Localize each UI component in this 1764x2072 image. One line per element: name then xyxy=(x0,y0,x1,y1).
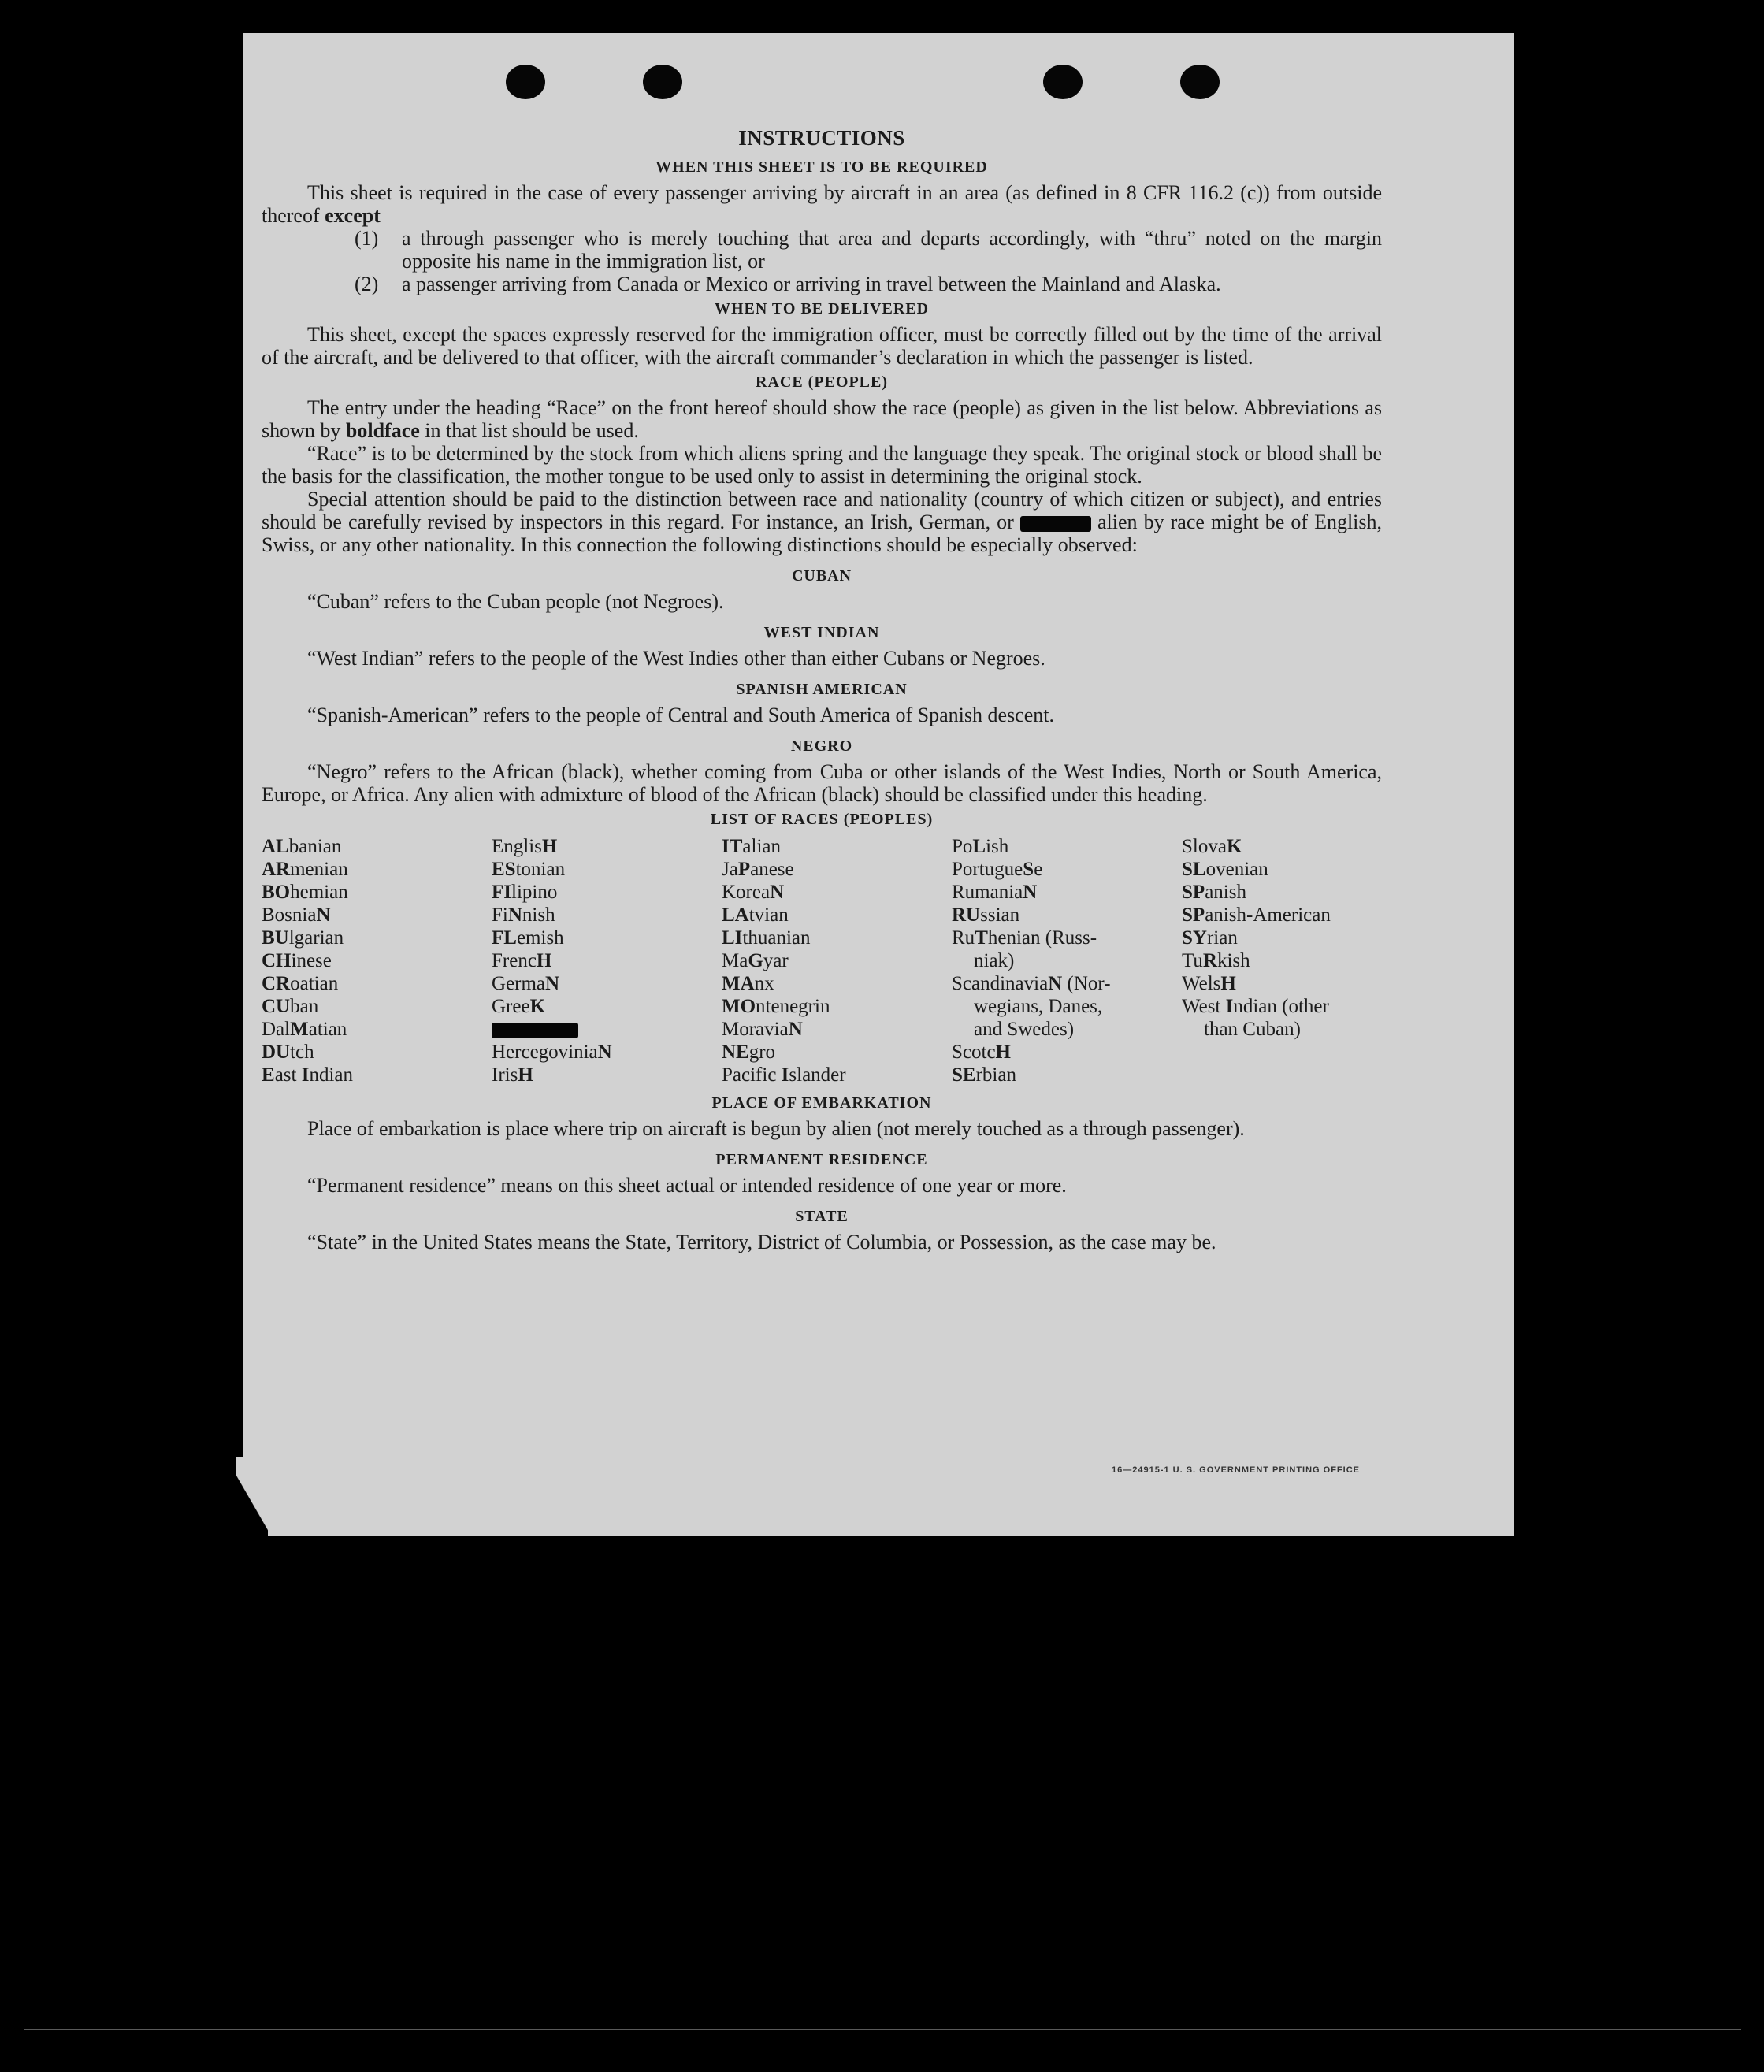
race-entry: JaPanese xyxy=(722,859,794,880)
race-paragraph-1: The entry under the heading “Race” on the front hereof should show the race (people) as given in the list below. Abbreviations as shown by boldface in that list should be used. xyxy=(262,396,1382,442)
race-entry: MaGyar xyxy=(722,950,789,971)
race-entry: EnglisH xyxy=(492,836,558,857)
spanish-american-paragraph: “Spanish-American” refers to the people of Central and South America of Spanish descent. xyxy=(307,704,1054,726)
race-entry: EStonian xyxy=(492,859,566,880)
race-paragraph-2: “Race” is to be determined by the stock from which aliens spring and the language they speak. The original stock or blood shall be the basis for the classification, the mother tongue to be used only to assist in determining the original stock. xyxy=(262,442,1382,488)
race-entry: SLovenian xyxy=(1182,859,1268,880)
races-column xyxy=(492,835,722,1086)
race-entry: IrisH xyxy=(492,1064,533,1086)
race-entry: West Indian (other xyxy=(1182,996,1329,1017)
document-sheet xyxy=(243,33,1514,1536)
punch-hole xyxy=(506,65,545,99)
race-entry: LAtvian xyxy=(722,904,789,926)
punch-hole xyxy=(1180,65,1220,99)
west-indian-paragraph: “West Indian” refers to the people of the West Indies other than either Cubans or Negroes. xyxy=(307,647,1045,670)
section-heading-residence: PERMANENT RESIDENCE xyxy=(715,1151,928,1168)
races-column xyxy=(1182,835,1412,1086)
race-entry: MOntenegrin xyxy=(722,996,830,1017)
races-column xyxy=(262,835,492,1086)
punch-hole xyxy=(643,65,682,99)
race-entry: RumaniaN xyxy=(952,882,1038,903)
race-entry: NEgro xyxy=(722,1042,776,1063)
race-entry: SPanish xyxy=(1182,882,1246,903)
delivered-paragraph: This sheet, except the spaces expressly reserved for the immigration officer, must be correctly filled out by the time of the arrival of the aircraft, and be delivered to that officer, with the aircraft commander’s declaration in which the passenger is listed. xyxy=(262,323,1382,369)
required-paragraph: This sheet is required in the case of every passenger arriving by aircraft in an area (as defined in 8 CFR 116.2 (c)) from outside thereof except xyxy=(262,181,1382,227)
punch-hole xyxy=(1043,65,1083,99)
race-entry: FIlipino xyxy=(492,882,558,903)
exception-item-1: (1) a through passenger who is merely touching that area and departs accordingly, with “thru” noted on the margin opposite his name in the immigration list, or xyxy=(355,227,1382,273)
race-entry: ALbanian xyxy=(262,836,342,857)
race-entry: than Cuban) xyxy=(1204,1019,1301,1040)
race-entry: SYrian xyxy=(1182,927,1238,949)
race-entry: CHinese xyxy=(262,950,332,971)
race-entry: LIthuanian xyxy=(722,927,811,949)
race-entry: ScotcH xyxy=(952,1042,1011,1063)
section-heading-spanish-american: SPANISH AMERICAN xyxy=(736,681,908,698)
race-entry: RuThenian (Russ- xyxy=(952,927,1097,949)
race-entry: FLemish xyxy=(492,927,564,949)
redaction-mark xyxy=(492,1023,578,1038)
race-entry: niak) xyxy=(974,950,1015,971)
race-entry: PortugueSe xyxy=(952,859,1043,880)
race-paragraph-3: Special attention should be paid to the distinction between race and nationality (country of which citizen or subject), and entries should be carefully revised by inspectors in this regard. For instance, an Irish, German, or alien by race might be of English, Swiss, or any other nationality. In this connection the following distinctions should be especially observed: xyxy=(262,488,1383,556)
race-entry: BUlgarian xyxy=(262,927,344,949)
race-entry: GermaN xyxy=(492,973,560,994)
race-entry: WelsH xyxy=(1182,973,1236,994)
section-heading-race: RACE (PEOPLE) xyxy=(756,373,888,391)
page-title: INSTRUCTIONS xyxy=(738,126,905,150)
race-entry: wegians, Danes, xyxy=(974,996,1103,1017)
race-entry: HercegoviniaN xyxy=(492,1042,612,1063)
race-entry: FrencH xyxy=(492,950,552,971)
redaction-mark xyxy=(1020,516,1091,532)
section-heading-negro: NEGRO xyxy=(790,737,853,755)
race-entry: CUban xyxy=(262,996,319,1017)
race-entry: RUssian xyxy=(952,904,1020,926)
race-entry: ScandinaviaN (Nor- xyxy=(952,973,1111,994)
race-entry: KoreaN xyxy=(722,882,785,903)
race-entry: PoLish xyxy=(952,836,1009,857)
folded-corner xyxy=(236,1457,268,1536)
race-entry: CRoatian xyxy=(262,973,339,994)
cuban-paragraph: “Cuban” refers to the Cuban people (not Negroes). xyxy=(307,590,724,613)
race-entry: SlovaK xyxy=(1182,836,1242,857)
section-heading-races: LIST OF RACES (PEOPLES) xyxy=(710,811,934,828)
race-entry xyxy=(492,1018,722,1041)
embarkation-paragraph: Place of embarkation is place where trip on aircraft is begun by alien (not merely touched as a through passenger). xyxy=(307,1117,1245,1140)
exception-item-2: (2) a passenger arriving from Canada or Mexico or arriving in travel between the Mainland and Alaska. xyxy=(355,273,1221,295)
race-entry: DalMatian xyxy=(262,1019,347,1040)
negro-paragraph: “Negro” refers to the African (black), whether coming from Cuba or other islands of the West Indies, North or South America, Europe, or Africa. Any alien with admixture of blood of the African (black) should be classified under this heading. xyxy=(262,760,1382,806)
race-entry: DUtch xyxy=(262,1042,314,1063)
race-entry: TuRkish xyxy=(1182,950,1250,971)
section-heading-delivered: WHEN TO BE DELIVERED xyxy=(714,300,930,317)
race-entry: GreeK xyxy=(492,996,546,1017)
races-column xyxy=(722,835,952,1086)
race-entry: SErbian xyxy=(952,1064,1016,1086)
bottom-rule xyxy=(24,2029,1741,2030)
race-entry: BosniaN xyxy=(262,904,331,926)
section-heading-embarkation: PLACE OF EMBARKATION xyxy=(711,1094,932,1112)
races-list xyxy=(262,835,1382,1086)
race-entry: and Swedes) xyxy=(974,1019,1075,1040)
residence-paragraph: “Permanent residence” means on this sheet actual or intended residence of one year or more. xyxy=(307,1174,1067,1197)
race-entry: BOhemian xyxy=(262,882,348,903)
race-entry: FiNnish xyxy=(492,904,555,926)
race-entry: ITalian xyxy=(722,836,781,857)
races-column xyxy=(952,835,1182,1086)
race-entry: Pacific Islander xyxy=(722,1064,846,1086)
section-heading-state: STATE xyxy=(795,1208,849,1225)
race-entry: MoraviaN xyxy=(722,1019,803,1040)
section-heading-cuban: CUBAN xyxy=(791,567,852,585)
section-heading-west-indian: WEST INDIAN xyxy=(763,624,880,641)
race-entry: MAnx xyxy=(722,973,774,994)
race-entry: East Indian xyxy=(262,1064,353,1086)
print-code: 16—24915-1 U. S. GOVERNMENT PRINTING OFFICE xyxy=(1111,1465,1360,1475)
section-heading-required: WHEN THIS SHEET IS TO BE REQUIRED xyxy=(655,158,988,176)
state-paragraph: “State” in the United States means the State, Territory, District of Columbia, or Possession, as the case may be. xyxy=(307,1231,1216,1253)
race-entry: ARmenian xyxy=(262,859,348,880)
race-entry: SPanish-American xyxy=(1182,904,1331,926)
